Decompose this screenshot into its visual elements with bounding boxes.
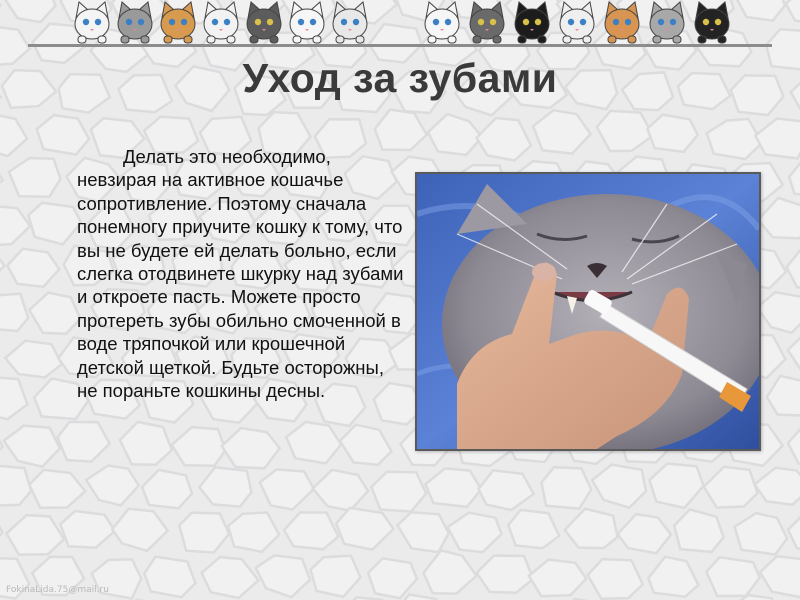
footer-email: FokinaLida.75@mail.ru [6, 585, 109, 595]
cat-border-right [420, 0, 735, 48]
cat-border-left [70, 0, 370, 48]
cat-face-icon [290, 2, 324, 43]
cat-face-icon [560, 2, 594, 43]
cat-face-icon [605, 2, 639, 43]
background-stone [144, 557, 195, 598]
cat-face-icon [204, 2, 238, 43]
cat-face-icon [695, 2, 729, 43]
cat-face-icon [425, 2, 459, 43]
background-stone [706, 557, 759, 596]
background-stone [542, 467, 592, 508]
cat-face-icon [650, 2, 684, 43]
cat-face-icon [75, 2, 109, 43]
cat-face-icon [515, 2, 549, 43]
slide-title: Уход за зубами [242, 55, 558, 101]
slide-body-text: Делать это необходимо, невзирая на активное кошачье сопротивление. Поэтому сначала понемногу приучите кошку к тому, что вы не будете ей делать больно, если слегка отодвинете шкурку над зубами и откроете пасть. Можете просто протереть зубы обильно смоченной в воде тряпочкой или крошечной детской щеткой. Будьте осторожны, не пораньте кошкины десны. [77, 146, 404, 402]
cat-face-icon [470, 2, 504, 43]
cat-face-icon [161, 2, 195, 43]
cat-face-icon [333, 2, 367, 43]
cat-face-icon [247, 2, 281, 43]
cat-toothbrush-photo [415, 172, 761, 451]
cat-face-icon [118, 2, 152, 43]
